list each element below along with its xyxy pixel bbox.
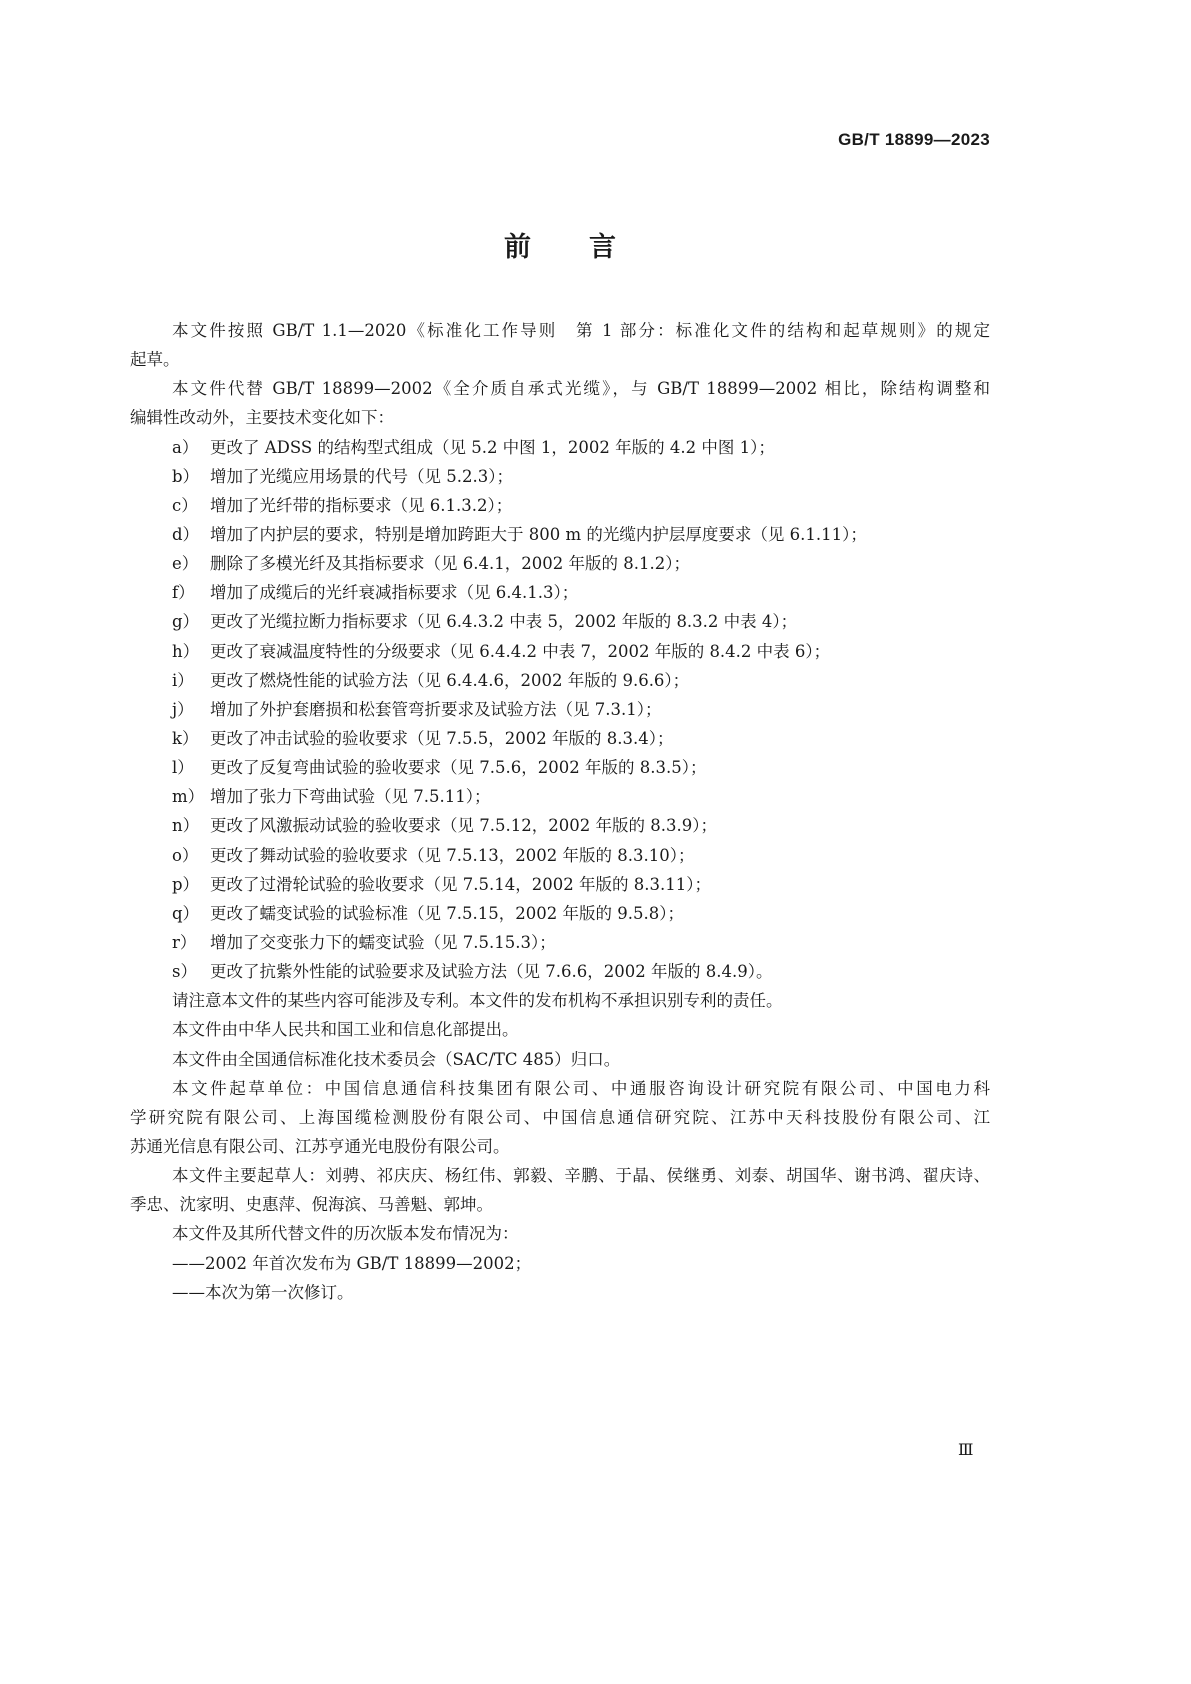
paragraph	[130, 1249, 990, 1278]
change-text: 更改了风激振动试验的验收要求（见 7.5.12，2002 年版的 8.3.9）；	[210, 816, 717, 836]
change-item	[130, 637, 990, 666]
paragraph-line: 苏通光信息有限公司、江苏亨通光电股份有限公司。	[130, 1136, 510, 1156]
change-text: 增加了交变张力下的蠕变试验（见 7.5.15.3）；	[210, 932, 556, 952]
paragraph-line: ——2002 年首次发布为 GB/T 18899—2002；	[172, 1253, 532, 1273]
paragraph	[130, 986, 990, 1015]
paragraph	[130, 1015, 990, 1044]
change-label: k）	[172, 728, 199, 748]
change-item	[130, 695, 990, 724]
change-item	[130, 666, 990, 695]
paragraph	[130, 316, 990, 374]
paragraph-line: 本文件及其所代替文件的历次版本发布情况为：	[172, 1224, 519, 1244]
change-text: 更改了抗紫外性能的试验要求及试验方法（见 7.6.6，2002 年版的 8.4.9）。	[210, 962, 773, 982]
change-item	[130, 462, 990, 491]
change-label: b）	[172, 466, 200, 486]
paragraph-line: ——本次为第一次修订。	[172, 1282, 354, 1302]
change-label: c）	[172, 495, 198, 515]
change-text: 增加了外护套磨损和松套管弯折要求及试验方法（见 7.3.1）；	[210, 699, 662, 719]
change-item	[130, 811, 990, 840]
paragraph-line: 起草。	[130, 350, 180, 370]
paragraph	[130, 374, 990, 432]
paragraph-line: 本文件主要起草人：刘骋、祁庆庆、杨红伟、郭毅、辛鹏、于晶、侯继勇、刘泰、胡国华、谢书鸿、翟庆诗、	[172, 1166, 990, 1186]
change-item	[130, 782, 990, 811]
change-item	[130, 957, 990, 986]
paragraph-line: 本文件起草单位：中国信息通信科技集团有限公司、中通服咨询设计研究院有限公司、中国电力科	[172, 1078, 990, 1098]
change-label: g）	[172, 612, 200, 632]
change-label: s）	[172, 962, 197, 982]
change-label: p）	[172, 874, 200, 894]
change-text: 增加了内护层的要求，特别是增加跨距大于 800 m 的光缆内护层厚度要求（见 6.1.11）；	[210, 524, 867, 544]
paragraph-line: 本文件按照 GB/T 1.1—2020《标准化工作导则 第 1 部分：标准化文件的结构和起草规则》的规定	[172, 321, 990, 340]
paragraph-line: 学研究院有限公司、上海国缆检测股份有限公司、中国信息通信研究院、江苏中天科技股份有限公司、江	[130, 1107, 990, 1127]
change-text: 更改了衰减温度特性的分级要求（见 6.4.4.2 中表 7，2002 年版的 8.4.2 中表 6）；	[210, 641, 831, 661]
change-item	[130, 491, 990, 520]
document-number-header: GB/T 18899—2023	[838, 130, 990, 149]
change-text: 更改了反复弯曲试验的验收要求（见 7.5.6，2002 年版的 8.3.5）；	[210, 758, 707, 778]
change-label: q）	[172, 903, 200, 923]
change-label: d）	[172, 524, 200, 544]
paragraph-line: 请注意本文件的某些内容可能涉及专利。本文件的发布机构不承担识别专利的责任。	[172, 991, 783, 1011]
change-text: 更改了 ADSS 的结构型式组成（见 5.2 中图 1，2002 年版的 4.2 中图 1）；	[210, 437, 775, 457]
change-text: 更改了蠕变试验的试验标准（见 7.5.15，2002 年版的 9.5.8）；	[210, 903, 684, 923]
change-text: 更改了过滑轮试验的验收要求（见 7.5.14，2002 年版的 8.3.11）；	[210, 874, 711, 894]
paragraph-line: 季忠、沈家明、史惠萍、倪海滨、马善魁、郭坤。	[130, 1195, 493, 1215]
paragraph-line: 本文件代替 GB/T 18899—2002《全介质自承式光缆》，与 GB/T 18899—2002 相比，除结构调整和	[172, 379, 990, 399]
paragraph-line: 本文件由全国通信标准化技术委员会（SAC/TC 485）归口。	[172, 1049, 621, 1069]
change-item	[130, 578, 990, 607]
change-label: r）	[172, 932, 197, 952]
change-label: m）	[172, 787, 205, 807]
paragraph-line: 本文件由中华人民共和国工业和信息化部提出。	[172, 1020, 519, 1040]
change-label: e）	[172, 554, 199, 574]
change-label: h）	[172, 641, 200, 661]
change-text: 增加了光缆应用场景的代号（见 5.2.3）；	[210, 466, 513, 486]
change-item	[130, 928, 990, 957]
change-item	[130, 841, 990, 870]
change-item	[130, 520, 990, 549]
paragraph	[130, 1219, 990, 1248]
page-number: Ⅲ	[958, 1440, 974, 1459]
change-item	[130, 753, 990, 782]
change-text: 更改了燃烧性能的试验方法（见 6.4.4.6，2002 年版的 9.6.6）；	[210, 670, 690, 690]
change-text: 增加了张力下弯曲试验（见 7.5.11）；	[210, 787, 491, 807]
change-text: 更改了光缆拉断力指标要求（见 6.4.3.2 中表 5，2002 年版的 8.3.2 中表 4）；	[210, 612, 798, 632]
change-label: l）	[172, 758, 194, 778]
change-item	[130, 870, 990, 899]
page-title: 前言	[504, 232, 674, 263]
change-item	[130, 899, 990, 928]
change-text: 更改了舞动试验的验收要求（见 7.5.13，2002 年版的 8.3.10）；	[210, 845, 695, 865]
paragraph-line: 编辑性改动外，主要技术变化如下：	[130, 408, 394, 428]
document-body	[130, 316, 990, 1307]
change-item	[130, 549, 990, 578]
change-label: o）	[172, 845, 199, 865]
change-label: n）	[172, 816, 200, 836]
change-text: 删除了多模光纤及其指标要求（见 6.4.1，2002 年版的 8.1.2）；	[210, 554, 690, 574]
change-item	[130, 724, 990, 753]
change-label: j）	[172, 699, 194, 719]
change-label: f）	[172, 583, 195, 603]
paragraph	[130, 1278, 990, 1307]
paragraph	[130, 1045, 990, 1074]
change-text: 增加了成缆后的光纤衰减指标要求（见 6.4.1.3）；	[210, 583, 579, 603]
change-item	[130, 433, 990, 462]
change-text: 更改了冲击试验的验收要求（见 7.5.5，2002 年版的 8.3.4）；	[210, 728, 674, 748]
change-label: i）	[172, 670, 194, 690]
change-label: a）	[172, 437, 199, 457]
paragraph	[130, 1074, 990, 1161]
change-text: 增加了光纤带的指标要求（见 6.1.3.2）；	[210, 495, 513, 515]
changes-list	[130, 433, 990, 987]
paragraph	[130, 1161, 990, 1219]
change-item	[130, 607, 990, 636]
